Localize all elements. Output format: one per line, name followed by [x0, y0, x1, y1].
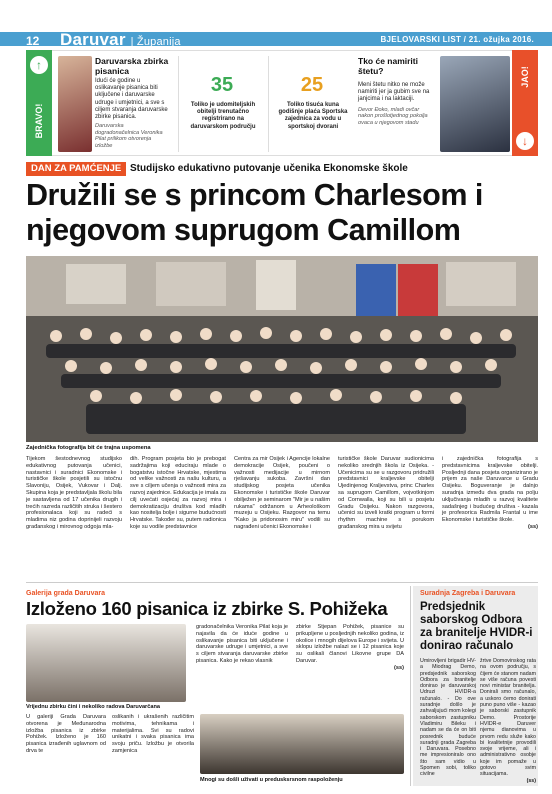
- article3-title: Predsjednik saborskog Odbora za branitelje HVIDR-i donirao računalo: [420, 601, 533, 652]
- box3-number: 25: [300, 74, 324, 96]
- portrait-photo-right: [440, 56, 510, 152]
- article2-col-b-text: zbirke Stjepan Pohižek, pisanice su prikupljene u posljednjih nekoliko godina, iz okolice i mnogih dijelova Europe i svijeta. U sklopu izložbe nalazi se i 12 pisanica koje su oslikali članovi Likovne grupe DA Daruvar.: [296, 624, 404, 664]
- article1-title-line1: Družili se s princom Charlesom i: [26, 178, 483, 212]
- jao-band: [512, 50, 538, 156]
- box1-text: Idući će godine u oslikavanje pisanica biti uključene i daruvarske udruge i umjetnici, a sve s ciljem stvaranja daruvarske zbirke pisanica.: [95, 78, 168, 121]
- divider: [26, 582, 538, 583]
- box1: [95, 56, 169, 150]
- box3: [268, 56, 354, 152]
- box1-heading: Daruvarska zbirka pisanica: [95, 56, 169, 76]
- section-name: Daruvar: [60, 30, 126, 49]
- article1-subkicker: Studijsko edukativno putovanje učenika Ekonomske škole: [130, 163, 408, 174]
- article2-col-a: gradonačelnika Veronika Pilat koja je najavila da će iduće godine u oslikavanje pisanica biti uključene i daruvarske udruge i umjetnici, a sve s ciljem stvaranja daruvarske zbirke pisanica. Kako je rekao vlasnik: [196, 624, 288, 664]
- article2-col-b: [296, 624, 404, 704]
- article2-signature: (ss): [394, 664, 404, 671]
- article1-col3: Centra za mir Osijek i Agencije lokalne demokracije Osijek, poučeni o važnosti medijacije u mirnom rješavanju sukoba. Završni dan studijskog posjeta učenika Ekonomske i turističke škole Daruvar obilježen je seminarom "Mir je u našim rukama" održanom u Arheološkom muzeju u Osijeku. Razgovor na temu "Kako ja pridonosim miru" vodili su nagrađeni učenici Ekonomske i: [234, 456, 330, 530]
- photo-visitors: [200, 714, 404, 774]
- page-number: 12: [26, 34, 40, 48]
- portrait-photo-left: [58, 56, 92, 152]
- article1-kicker: DAN ZA PAMĆENJE: [26, 162, 126, 176]
- arrow-up-icon: ↑: [30, 56, 48, 74]
- article3-kicker: Suradnja Zagreba i Daruvara: [420, 590, 516, 597]
- article2-col-c: U galeriji Grada Daruvara otvorena je Međunarodna izložba pisanica iz zbirke Pohižek. Izloženo je 160 pisanica izrađenih uglavnom od drva te: [26, 714, 106, 754]
- article2-col-d: oslikanih i ukrašenih različitim motivima, tehnikama i materijalima. Svi su radovi unikatni i svaka pisanica ima svoju priču. Izložbu je otvorila zamjenica: [112, 714, 194, 754]
- masthead: BJELOVARSKI LIST / 21. ožujka 2016.: [380, 35, 534, 44]
- section-title: [60, 30, 181, 50]
- article3-signature: (ss): [526, 777, 536, 784]
- article2-caption2: Mnogi su došli uživati u predusksrsnom raspoloženju: [200, 777, 343, 783]
- article2-caption1: Vrijednu zbirku čini i nekoliko radova Daruvarčana: [26, 704, 160, 710]
- article1-title: [26, 178, 538, 248]
- article3-col-b: [480, 658, 536, 784]
- article2-kicker: Galerija grada Daruvara: [26, 590, 105, 597]
- box4-signature: Devor Đoko, mladi ovčar nakon prošlotjednog pokolja ovaca u njegovom stadu: [358, 106, 428, 126]
- arrow-down-icon: ↓: [516, 132, 534, 150]
- article1-signature: (ss): [528, 523, 538, 530]
- main-photo-caption: Zajednička fotografija bit će trajna uspomena: [26, 445, 151, 451]
- box2-number: 35: [210, 74, 234, 96]
- group-photo-illustration: [26, 256, 538, 442]
- box4: [358, 56, 436, 126]
- bravo-label: BRAVO!: [34, 103, 44, 139]
- article1-title-line2: njegovom suprugom Camillom: [26, 213, 461, 247]
- article3-col-a: Umirovljeni brigadir HV-a Miodrag Demo, predsjednik saborskog Odbora za branitelje donirao je daruvarskoj Udruzi HVIDR-a računalo. - Do ove suradnje došlo je zahvaljujući mom kolegi saborskom zastupniku Vladimiru Bileku i nadam se da će on biti posrednik buduće suradnji grada Zagreba i Daruvara. Posebno me impresioniralo ono što sam vidio u Spomen sobi, toliko civilne: [420, 658, 476, 778]
- article2-title: Izloženo 160 pisanica iz zbirke S. Pohižeka: [26, 598, 388, 619]
- box2: [178, 56, 264, 152]
- photo-exhibition: [26, 624, 186, 702]
- section-sub: | Županija: [130, 36, 181, 48]
- article1-col2: dih. Program posjeta bio je prebogat sadržajima koji educiraju mlade o bogatstvu istočne Hrvatske, mjestima od velike važnosti za našu kulturu, a sve s ciljem učenja o važnosti mira za razvoj zajednice. Edukacija je imala za cilj uvećati osjećaj za razvoj mira i demokratizaciju društva kod mladih kao nositelja bolje i sigurne budućnosti Hrvatske. Također su, putem radionica koje su vodile predstavnice: [130, 456, 226, 530]
- article1-col1: Tijekom šestodnevnog studijsko edukativnog putovanja učenici, nastavnici i suradnici Ekonomske i turističke škole posjetili su istočnu Slavoniju, Osijek, Vukovar i Dalj. Skupina koja je predstavljala školu bila je sastavljena od 17 učenika drugih i trećih razreda različitih struka i šestero profesionalaca koji su radeći s mladima niz godina doprinijeli razvoju građanskog i mirovnog odgoja mla-: [26, 456, 122, 530]
- article3-col-b-text: žrtve Domovinskog rata na ovom području, s čijem će stanom nadam se više računa povesti novi ministar branitelja. Donirali smo računalo, a uskoro ćemo donirati puno puno više - kazao je saborski zastupnik Demo. Prostorije HVIDR-e Daruver njemu dianovima u prvom redu služe kako bi kvalitetnije provodili svoje vrijeme, ali i administrativno osobje koje im pomaže u gotovo svim situacijama.: [480, 658, 536, 778]
- box3-text: Toliko tisuća kuna godišnje plaća Sportska zajednica za vodu u sportskoj dvorani: [278, 102, 348, 130]
- box1-signature: Daruvarska dogradonačelnica Veronika Pilat prilikom otvorenja izložbe: [95, 123, 163, 149]
- box4-text: Meni štetu nitko ne može namiriti jer ja gubim sve na janjcima i na laktaciji.: [358, 82, 430, 103]
- bravo-band: [26, 50, 52, 156]
- column-separator: [410, 586, 411, 786]
- article1-col5: [442, 456, 538, 578]
- jao-label: JAO!: [520, 66, 530, 88]
- article1-col4: turističke škole Daruvar sudionicima nekoliko srednjih škola iz Osijeka. - Učenicima su se u razgovoru pridružili predstavnici kraljevske obitelji Ujedinjenog Kraljevstva, princ Charles sa suprugom Camillom, vojvotkinjom od Cornwalla, koji su bili u posjetu Gradu Osijeku. Nakon razgovora, učenici su izveli kratki program u formi rhythm machine s porukom građanskog mira u svijetu: [338, 456, 434, 530]
- box4-heading: Tko će namiriti štetu?: [358, 56, 418, 76]
- article1-col5-text: i zajednička fotografija s predstavnicima kraljevske obitelji. Posljednji dana posjeta organizirano je prijem za naše Daruvarce u Gradu Osijeku. Boguveranje je dalnjo suradnja između dva grada na polju uključivanja mladih u razvoj kvalitete sadašnjeg i budućeg društva - kazala je profesorica Radmila Frantal u ime Ekonomske i turističke škole.: [442, 456, 538, 524]
- article1-body: [26, 456, 538, 578]
- main-group-photo: [26, 256, 538, 442]
- box2-text: Toliko je udomiteljskih obitelji trenutačno registrirano na daruvarskom području: [190, 102, 256, 130]
